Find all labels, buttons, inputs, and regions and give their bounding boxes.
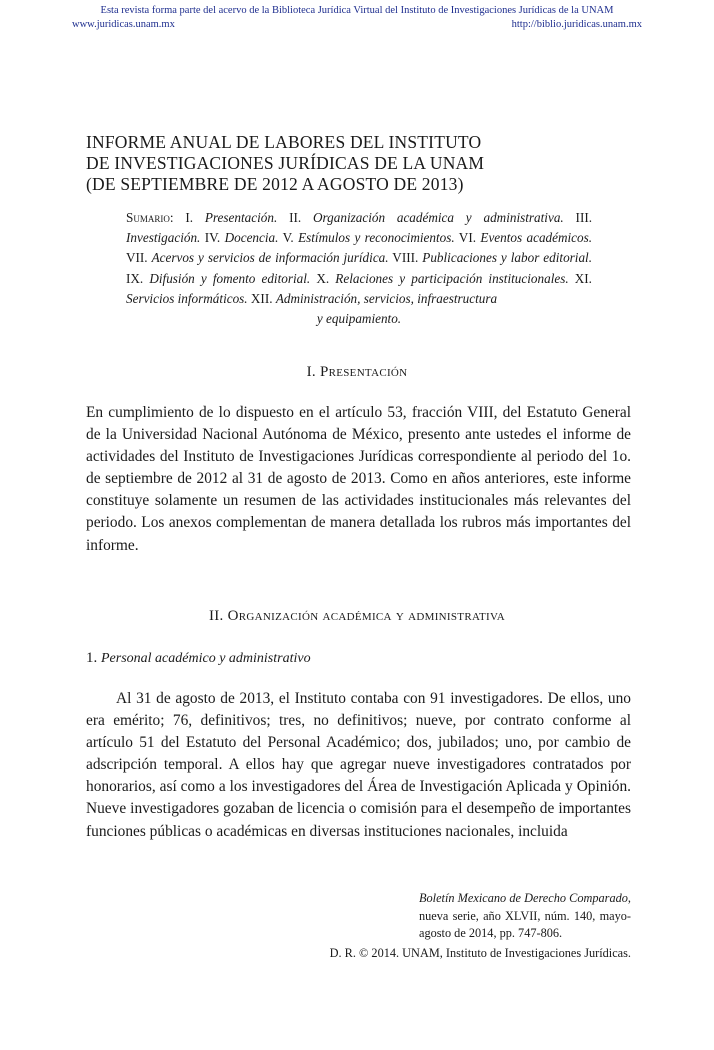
summary-item-text: Investigación.	[126, 230, 201, 246]
title-line-1: INFORME ANUAL DE LABORES DEL INSTITUTO	[86, 132, 482, 152]
summary-item-num: VII.	[126, 250, 148, 266]
summary-item-text: Presentación.	[204, 210, 278, 225]
summary-item-num: IV.	[204, 230, 221, 246]
citation-details: , nueva serie, año XLVII, núm. 140, mayo-agosto de 2014, pp. 747-806.	[419, 891, 631, 940]
summary-item-text: Docencia.	[224, 230, 279, 246]
summary-item-text: Administración, servicios, infraestructura	[275, 290, 498, 306]
section-2-paragraph: Al 31 de agosto de 2013, el Instituto contaba con 91 investigadores. De ellos, uno era emérito; 76, definitivos; tres, no definitivos; nueve, por contrato conforme al artículo 51 del Estatuto del Personal Académico; dos, jubilados; uno, por cambio de adscripción temporal. A ellos hay que agregar nueve investigadores contratados por honorarios, así como a los investigadores del Área de Investigación Aplicada y Opinión. Nueve investigadores gozaban de licencia o comisión para el desempeño de importantes funciones públicas o académicas en diversas instituciones nacionales, incluida	[86, 690, 631, 840]
subsection-title: Personal académico y administrativo	[101, 651, 311, 666]
summary-item-text: Organización académica y administrativa.	[313, 210, 564, 225]
summary-item-text: Servicios informáticos.	[126, 290, 248, 306]
summary-item-num: IX.	[126, 270, 144, 286]
summary-item-text: Difusión y fomento editorial.	[149, 270, 311, 286]
summary-item-num: II.	[289, 210, 302, 225]
summary-item-text: Eventos académicos.	[480, 230, 593, 246]
summary-item-num: III.	[575, 210, 593, 225]
section-2-heading: II. Organización académica y administrativa	[208, 608, 506, 624]
summary-item-num: XI.	[574, 270, 592, 286]
summary-label: Sumario:	[126, 210, 174, 225]
summary-item-num: XII.	[250, 290, 273, 306]
summary-item-num: X.	[316, 270, 330, 286]
repository-banner	[0, 4, 714, 32]
summary-item-num: V.	[282, 230, 294, 246]
summary-item-text: Publicaciones y labor editorial.	[422, 250, 593, 266]
journal-citation	[419, 890, 631, 943]
journal-name: Boletín Mexicano de Derecho Comparado	[419, 891, 628, 905]
banner-right-link[interactable]: http://biblio.juridicas.unam.mx	[511, 19, 642, 30]
summary-item-text: Relaciones y participación institucionales.	[335, 270, 569, 286]
summary-item-num: VI.	[458, 230, 477, 246]
summary-last-line: y equipamiento.	[316, 311, 402, 327]
summary-item-num: VIII.	[392, 250, 419, 266]
title-line-3: (DE SEPTIEMBRE DE 2012 A AGOSTO DE 2013)	[86, 174, 464, 194]
section-1-paragraph: En cumplimiento de lo dispuesto en el artículo 53, fracción VIII, del Estatuto General de la Universidad Nacional Autónoma de México, presento ante ustedes el informe de actividades del Instituto de Investigaciones Jurídicas correspondiente al periodo del 1o. de septiembre de 2012 al 31 de agosto de 2013. Como en años anteriores, este informe constituye solamente un resumen de las actividades institucionales más relevantes del periodo. Los anexos complementan de manera detallada los rubros más importantes del informe.	[86, 404, 631, 554]
article-title	[86, 132, 646, 195]
summary-block	[126, 208, 592, 329]
summary-item-num: I.	[185, 210, 194, 225]
section-1-heading: I. Presentación	[306, 364, 408, 380]
banner-text: Esta revista forma parte del acervo de la Biblioteca Jurídica Virtual del Instituto de Investigaciones Jurídicas de la UNAM	[100, 5, 614, 16]
subsection-number: 1.	[86, 650, 98, 666]
subsection-heading	[86, 650, 311, 667]
title-line-2: DE INVESTIGACIONES JURÍDICAS DE LA UNAM	[86, 153, 485, 173]
summary-item-text: Estímulos y reconocimientos.	[298, 230, 455, 246]
banner-left-link[interactable]: www.juridicas.unam.mx	[72, 19, 175, 30]
copyright-notice: D. R. © 2014. UNAM, Instituto de Investigaciones Jurídicas.	[329, 946, 631, 960]
summary-item-text: Acervos y servicios de información jurídica.	[151, 250, 389, 266]
